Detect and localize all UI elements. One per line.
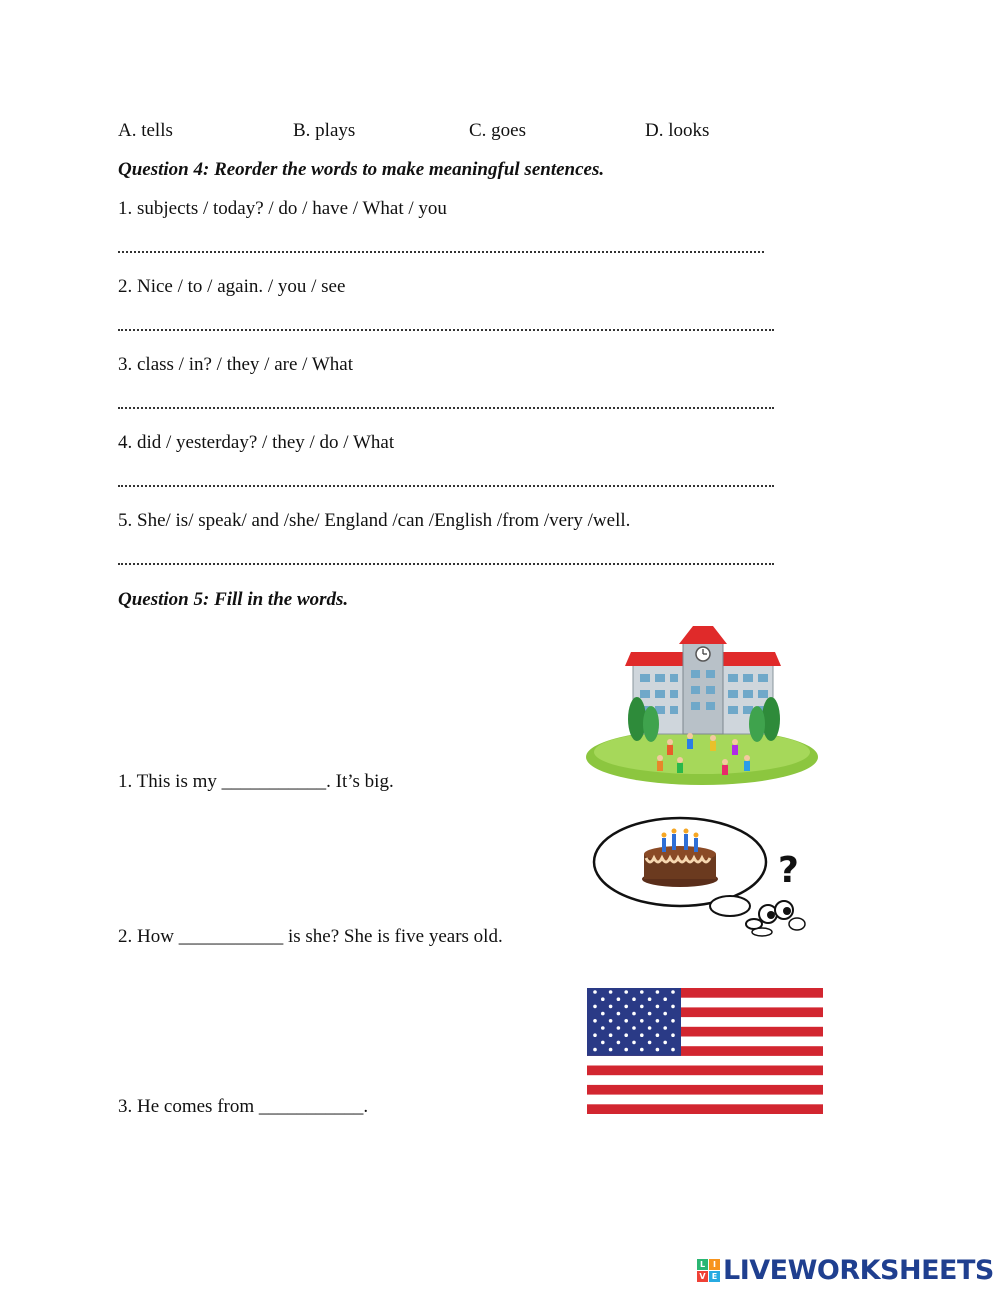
flag-star <box>656 1019 660 1023</box>
flag-star <box>656 990 660 994</box>
flag-star <box>648 1041 652 1045</box>
svg-text:?: ? <box>778 850 799 891</box>
flag-star <box>624 1033 628 1037</box>
flag-star <box>624 1019 628 1023</box>
flag-star <box>593 1019 597 1023</box>
logo-block-e: E <box>709 1271 720 1282</box>
flag-star <box>663 997 667 1001</box>
answer-line-2[interactable] <box>118 329 774 331</box>
logo-block-l: L <box>697 1259 708 1270</box>
q4-item-3: 3. class / in? / they / are / What <box>118 354 353 375</box>
school-building-illustration <box>585 624 820 790</box>
flag-star <box>640 1005 644 1009</box>
flag-star <box>624 1048 628 1052</box>
answer-line-1[interactable] <box>118 251 764 253</box>
flag-star <box>609 1048 613 1052</box>
logo-text: LIVEWORKSHEETS <box>723 1254 994 1286</box>
flag-star <box>640 1048 644 1052</box>
flag-star <box>640 990 644 994</box>
flag-star <box>617 1026 621 1030</box>
flag-star <box>640 1019 644 1023</box>
flag-star <box>593 1005 597 1009</box>
flag-star <box>671 1048 675 1052</box>
logo-block-i: I <box>709 1259 720 1270</box>
answer-line-3[interactable] <box>118 407 774 409</box>
q4-item-2: 2. Nice / to / again. / you / see <box>118 276 346 297</box>
option-d: D. looks <box>645 120 710 141</box>
option-c: C. goes <box>469 120 526 141</box>
flag-star <box>609 1019 613 1023</box>
option-a: A. tells <box>118 120 173 141</box>
logo-block-v: V <box>697 1271 708 1282</box>
option-b: B. plays <box>293 120 356 141</box>
question-5-title: Question 5: Fill in the words. <box>118 589 349 610</box>
flag-star <box>656 1033 660 1037</box>
flag-star <box>593 1033 597 1037</box>
flag-star <box>593 1048 597 1052</box>
q5-item-1: 1. This is my ___________. It’s big. <box>118 771 394 792</box>
usa-flag-illustration <box>587 988 823 1114</box>
question-4-title: Question 4: Reorder the words to make meaningful sentences. <box>118 159 605 180</box>
flag-star <box>624 1005 628 1009</box>
flag-star <box>656 1048 660 1052</box>
flag-star <box>671 1019 675 1023</box>
flag-star <box>632 997 636 1001</box>
flag-star <box>648 997 652 1001</box>
flag-star <box>663 1012 667 1016</box>
flag-star <box>609 990 613 994</box>
flag-star <box>648 1026 652 1030</box>
liveworksheets-logo <box>697 1253 994 1287</box>
flag-star <box>617 1041 621 1045</box>
birthday-cake-thought-illustration <box>592 814 817 940</box>
flag-star <box>648 1012 652 1016</box>
flag-star <box>671 990 675 994</box>
flag-star <box>632 1012 636 1016</box>
flag-star <box>609 1005 613 1009</box>
answer-line-4[interactable] <box>118 485 774 487</box>
flag-star <box>671 1033 675 1037</box>
q4-item-5: 5. She/ is/ speak/ and /she/ England /can /English /from /very /well. <box>118 510 631 531</box>
answer-line-5[interactable] <box>118 563 774 565</box>
flag-star <box>632 1041 636 1045</box>
flag-star <box>593 990 597 994</box>
flag-star <box>671 1005 675 1009</box>
flag-star <box>617 1012 621 1016</box>
q4-item-1: 1. subjects / today? / do / have / What / you <box>118 198 447 219</box>
q4-item-4: 4. did / yesterday? / they / do / What <box>118 432 395 453</box>
flag-star <box>640 1033 644 1037</box>
flag-star <box>601 997 605 1001</box>
q5-item-3: 3. He comes from ___________. <box>118 1096 369 1117</box>
flag-star <box>617 997 621 1001</box>
logo-blocks-icon <box>697 1259 720 1282</box>
flag-star <box>601 1026 605 1030</box>
flag-star <box>663 1026 667 1030</box>
flag-star <box>656 1005 660 1009</box>
flag-star <box>609 1033 613 1037</box>
q5-item-2: 2. How ___________ is she? She is five years old. <box>118 926 503 947</box>
flag-star <box>624 990 628 994</box>
flag-star <box>601 1012 605 1016</box>
flag-star <box>601 1041 605 1045</box>
flag-star <box>632 1026 636 1030</box>
flag-star <box>663 1041 667 1045</box>
